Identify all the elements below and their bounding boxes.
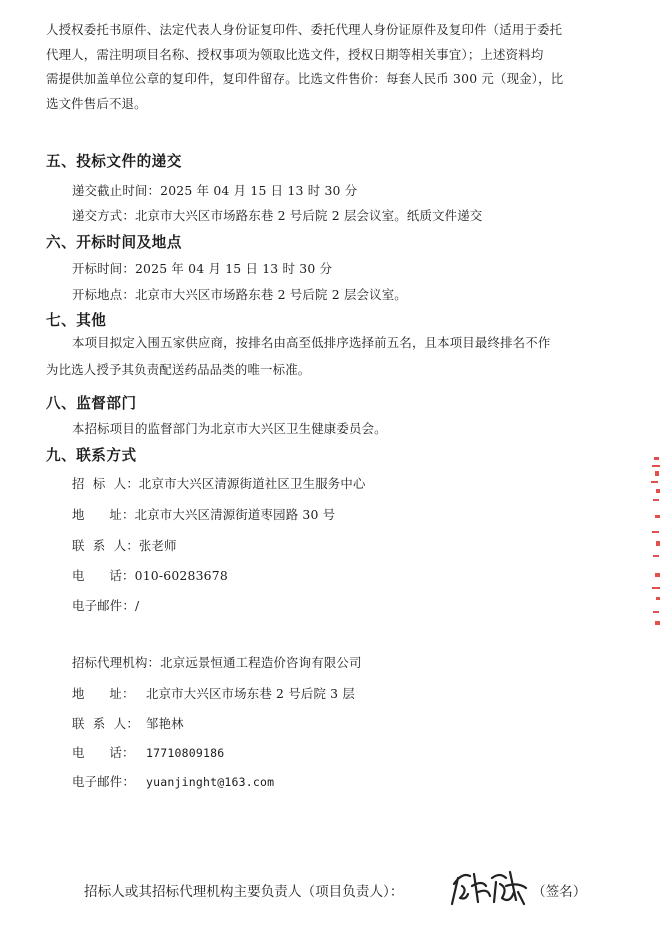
- agent-email-label: 电子邮件：: [72, 774, 135, 789]
- company-seal-edge: [650, 455, 661, 630]
- agent-phone-row: [72, 743, 224, 761]
- intro-line: 选文件售后不退。: [46, 95, 147, 111]
- opening-place: 开标地点：北京市大兴区市场路东巷 2 号后院 2 层会议室。: [72, 287, 407, 302]
- agent-address-label: 地 址：: [72, 686, 135, 701]
- tenderer-phone-label: 电 话：: [72, 568, 135, 583]
- opening-time: 开标时间：2025 年 04 月 15 日 13 时 30 分: [72, 261, 333, 276]
- agent-name: 北京远景恒通工程造价咨询有限公司: [160, 655, 362, 670]
- other-line-1: 本项目拟定入围五家供应商，按排名由高至低排序选择前五名，且本项目最终排名不作: [72, 335, 551, 350]
- other-line-2: 为比选人授予其负责配送药品品类的唯一标准。: [46, 362, 311, 377]
- agent-contact-label: 联 系 人：: [72, 716, 139, 731]
- agent-name-row: [72, 653, 362, 671]
- agent-address-row: [72, 684, 355, 702]
- tenderer-contact-label: 联 系 人：: [72, 538, 139, 553]
- tenderer-address-label: 地 址：: [72, 507, 135, 522]
- agent-phone-label: 电 话：: [72, 745, 135, 760]
- supervision-text: 本招标项目的监督部门为北京市大兴区卫生健康委员会。: [72, 421, 387, 436]
- tenderer-phone: 010-60283678: [134, 568, 228, 583]
- agent-contact-row: [72, 714, 184, 732]
- section-7-heading: 七、其他: [46, 312, 107, 329]
- tenderer-name-label: 招 标 人：: [72, 476, 139, 491]
- intro-paragraph: [46, 18, 598, 116]
- agent-phone: 17710809186: [146, 746, 225, 760]
- tenderer-address: 北京市大兴区清源街道枣园路 30 号: [134, 507, 336, 522]
- agent-email-row: [72, 772, 274, 790]
- agent-email: yuanjinght@163.com: [146, 775, 275, 789]
- tenderer-contact-row: [72, 536, 177, 554]
- intro-line: 人授权委托书原件、法定代表人身份证复印件、委托代理人身份证原件及复印件（适用于委托: [46, 22, 563, 37]
- submission-method: 递交方式：北京市大兴区市场路东巷 2 号后院 2 层会议室。纸质文件递交: [72, 208, 483, 223]
- section-9-heading: 九、联系方式: [46, 447, 137, 464]
- signature-suffix: （签名）: [532, 884, 587, 900]
- tenderer-contact: 张老师: [138, 538, 177, 553]
- agent-address: 北京市大兴区市场东巷 2 号后院 3 层: [146, 686, 355, 701]
- tenderer-email: /: [134, 598, 140, 613]
- section-6-heading: 六、开标时间及地点: [46, 234, 182, 251]
- section-5-heading: 五、投标文件的递交: [46, 153, 182, 170]
- signature-label: 招标人或其招标代理机构主要负责人（项目负责人）：: [84, 884, 404, 900]
- section-8-heading: 八、监督部门: [46, 395, 137, 412]
- intro-line: 代理人，需注明项目名称、授权事项为领取比选文件，授权日期等相关事宜）；上述资料均: [46, 46, 544, 62]
- tenderer-email-label: 电子邮件：: [72, 598, 135, 613]
- tenderer-name: 北京市大兴区清源街道社区卫生服务中心: [138, 476, 366, 491]
- tenderer-email-row: [72, 596, 139, 614]
- tenderer-address-row: [72, 505, 335, 523]
- agent-contact: 邹艳林: [146, 716, 184, 731]
- intro-line: 需提供加盖单位公章的复印件，复印件留存。比选文件售价：每套人民币 300 元（现金），比: [46, 71, 564, 86]
- agent-name-label: 招标代理机构：: [72, 655, 161, 670]
- submission-deadline: 递交截止时间：2025 年 04 月 15 日 13 时 30 分: [72, 183, 358, 198]
- handwritten-signature: [448, 864, 530, 910]
- tenderer-phone-row: [72, 566, 228, 584]
- tenderer-name-row: [72, 474, 366, 492]
